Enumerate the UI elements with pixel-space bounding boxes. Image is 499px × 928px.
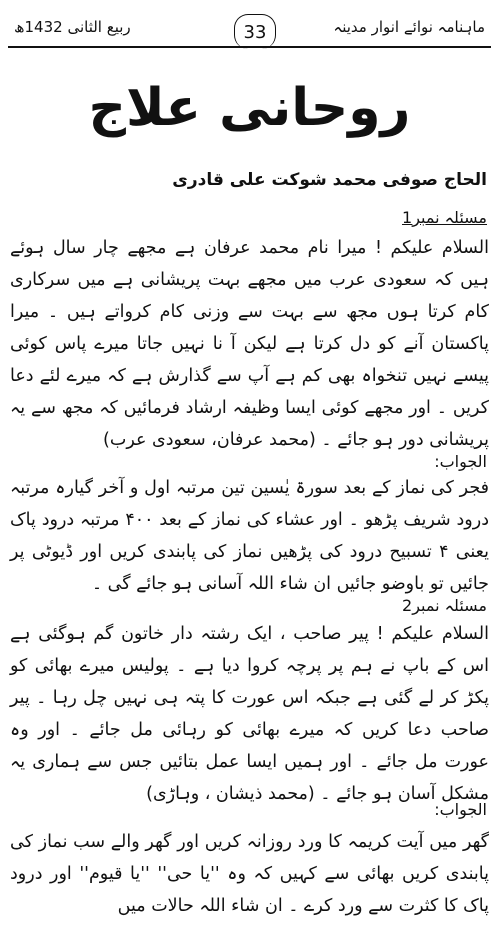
page-header [8,12,491,48]
answer-1-text: فجر کی نماز کے بعد سورۃ یٰسین تین مرتبہ اول و آخر گیارہ مرتبہ درود شریف پڑھو ۔ اور عشاء کی نماز کے بعد ۴۰۰ مرتبہ درود پاک یعنی ۴ تسبیح درود کی پڑھیں نماز کی پابندی کریں اور ڈیوٹی پر جائیں تو باوضو جائیں ان شاء اللہ آسانی ہو جائے گی ۔ [10,478,489,594]
magazine-name: ماہنامہ نوائے انوار مدینہ [333,18,485,36]
page-number: 33 [234,14,276,49]
answer-2-text: گھر میں آیت کریمہ کا ورد روزانہ کریں اور گھر والے سب نماز کی پابندی کریں بھائی سے کہیں کہ وہ ''یا حی'' ''یا قیوم'' اور درود پاک کا کثرت سے ورد کرے ۔ ان شاء اللہ حالات میں [10,832,489,916]
issue-date: ربیع الثانی 1432ھ [14,18,131,36]
question-2-text: السلام علیکم ! پیر صاحب ، ایک رشتہ دار خاتون گم ہوگئی ہے اس کے باپ نے ہم پر پرچہ کروا دیا ہے ۔ پولیس میرے بھائی کو پکڑ کر لے گئی ہے جبکہ اس عورت کا پتہ ہی نہیں چل رہا ۔ پیر صاحب دعا کریں کہ میرے بھائی کو رہائی مل جائے ۔ اور وہ عورت مل جائے ۔ اور ہمیں ایسا عمل بتائیں جس سے ہماری یہ مشکل آسان ہو جائے ۔ (محمد ذیشان ، وہاڑی) [10,624,489,804]
header-rule [8,46,491,48]
question-1-text: السلام علیکم ! میرا نام محمد عرفان ہے مجھے چار سال ہوئے ہیں کہ سعودی عرب میں مجھے بہت پریشانی ہے میں سرکاری کام کرتا ہوں مجھ سے بہت سے وزنی کام کرواتے ہیں ۔ میرا پاکستان آنے کو دل کرتا ہے لیکن آ نا نہیں جاتا میرے پاس کوئی پیسے نہیں تنخواہ بھی کم ہے آپ سے گذارش ہے کہ میرے لئے دعا کریں ۔ اور مجھے کوئی ایسا وظیفہ ارشاد فرمائیں کہ مجھ سے یہ پریشانی دور ہو جائے ۔ (محمد عرفان، سعودی عرب) [10,238,489,450]
question-2-label: مسئلہ نمبر2 [402,596,487,615]
answer-1-label: الجواب: [434,452,487,471]
article-author: الحاج صوفی محمد شوکت علی قادری [172,170,487,190]
article-title: روحانی علاج [88,78,411,138]
answer-2-label: الجواب: [434,800,487,819]
question-1-label: مسئلہ نمبر1 [402,208,487,227]
